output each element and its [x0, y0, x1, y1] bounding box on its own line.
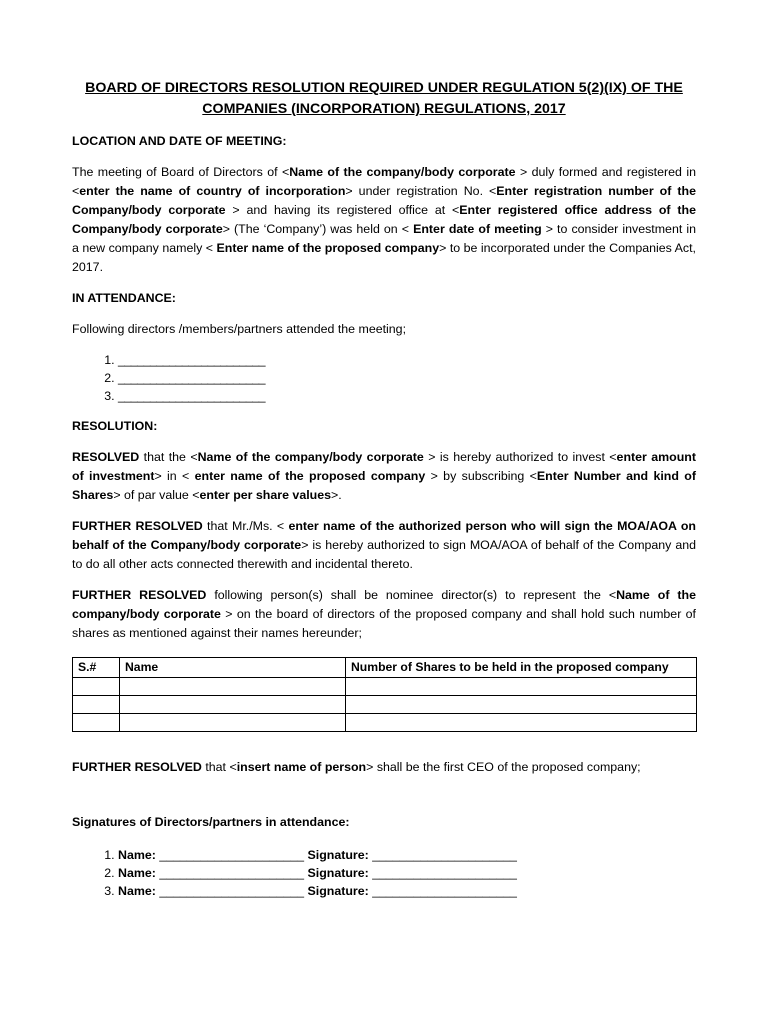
cell-serial[interactable] [73, 714, 120, 732]
name-label: Name: [118, 866, 156, 880]
resolution-heading: RESOLUTION: [72, 419, 158, 433]
nominee-table [72, 657, 697, 732]
further-resolved-ceo: FURTHER RESOLVED that <insert name of person> shall be the first CEO of the proposed company; [72, 760, 641, 774]
header-serial: S.# [73, 658, 120, 678]
signature-line-3 [118, 882, 696, 900]
name-label: Name: [118, 884, 156, 898]
cell-name[interactable] [120, 696, 346, 714]
location-heading: LOCATION AND DATE OF MEETING: [72, 134, 287, 148]
table-row [73, 696, 697, 714]
signature-blank[interactable]: _____________________ [372, 866, 517, 880]
document-title [72, 78, 696, 120]
name-blank[interactable]: _____________________ [159, 848, 305, 862]
signatures-heading: Signatures of Directors/partners in attendance: [72, 815, 350, 829]
attendee-list [72, 351, 696, 405]
signature-line-2 [118, 864, 696, 882]
meeting-paragraph: The meeting of Board of Directors of <Name of the company/body corporate > duly formed and registered in <enter the name of country of incorporation> under registration No. <Enter registration number of the Company/body corporate > and having its registered office at <Enter registered office address of the Company/body corporate> (The ‘Company’) was held on < Enter date of meeting > to consider investment in a new company namely < Enter name of the proposed company> to be incorporated under the Companies Act, 2017. [72, 165, 696, 274]
cell-shares[interactable] [346, 696, 697, 714]
header-name: Name [120, 658, 346, 678]
signature-label: Signature: [307, 866, 369, 880]
signature-line-1 [118, 846, 696, 864]
cell-name[interactable] [120, 678, 346, 696]
header-shares: Number of Shares to be held in the proposed company [346, 658, 697, 678]
table-row [73, 678, 697, 696]
signature-label: Signature: [307, 884, 369, 898]
cell-name[interactable] [120, 714, 346, 732]
table-row [73, 714, 697, 732]
table-header-row [73, 658, 697, 678]
title-line-2: COMPANIES (INCORPORATION) REGULATIONS, 2017 [202, 101, 566, 117]
attendee-blank-1[interactable]: 1. _______________________ [118, 351, 696, 369]
title-line-1: BOARD OF DIRECTORS RESOLUTION REQUIRED UNDER REGULATION 5(2)(IX) OF THE [85, 80, 683, 96]
attendance-heading: IN ATTENDANCE: [72, 291, 176, 305]
attendee-blank-2[interactable]: 2. _______________________ [118, 369, 696, 387]
resolved-paragraph: RESOLVED that the <Name of the company/body corporate > is hereby authorized to invest <enter amount of investment> in < enter name of the proposed company > by subscribing <Enter Number and kind of Shares> of par value <enter per share values>. [72, 450, 696, 502]
name-blank[interactable]: _____________________ [159, 884, 305, 898]
cell-shares[interactable] [346, 714, 697, 732]
further-resolved-signatory: FURTHER RESOLVED that Mr./Ms. < enter name of the authorized person who will sign the MOA/AOA on behalf of the Company/body corporate> is hereby authorized to sign MOA/AOA of behalf of the Company and to do all other acts connected therewith and incidental thereto. [72, 519, 696, 571]
cell-serial[interactable] [73, 696, 120, 714]
further-resolved-nominees: FURTHER RESOLVED following person(s) shall be nominee director(s) to represent the <Name of the company/body corporate > on the board of directors of the proposed company and shall hold such number of shares as mentioned against their names hereunder; [72, 588, 697, 640]
signature-blank[interactable]: _____________________ [372, 848, 517, 862]
cell-serial[interactable] [73, 678, 120, 696]
signature-blank[interactable]: _____________________ [372, 884, 517, 898]
name-label: Name: [118, 848, 156, 862]
attendee-blank-3[interactable]: 3. _______________________ [118, 387, 696, 405]
signature-label: Signature: [307, 848, 369, 862]
cell-shares[interactable] [346, 678, 697, 696]
signature-list [72, 846, 696, 900]
name-blank[interactable]: _____________________ [159, 866, 305, 880]
attendance-intro: Following directors /members/partners attended the meeting; [72, 322, 407, 336]
